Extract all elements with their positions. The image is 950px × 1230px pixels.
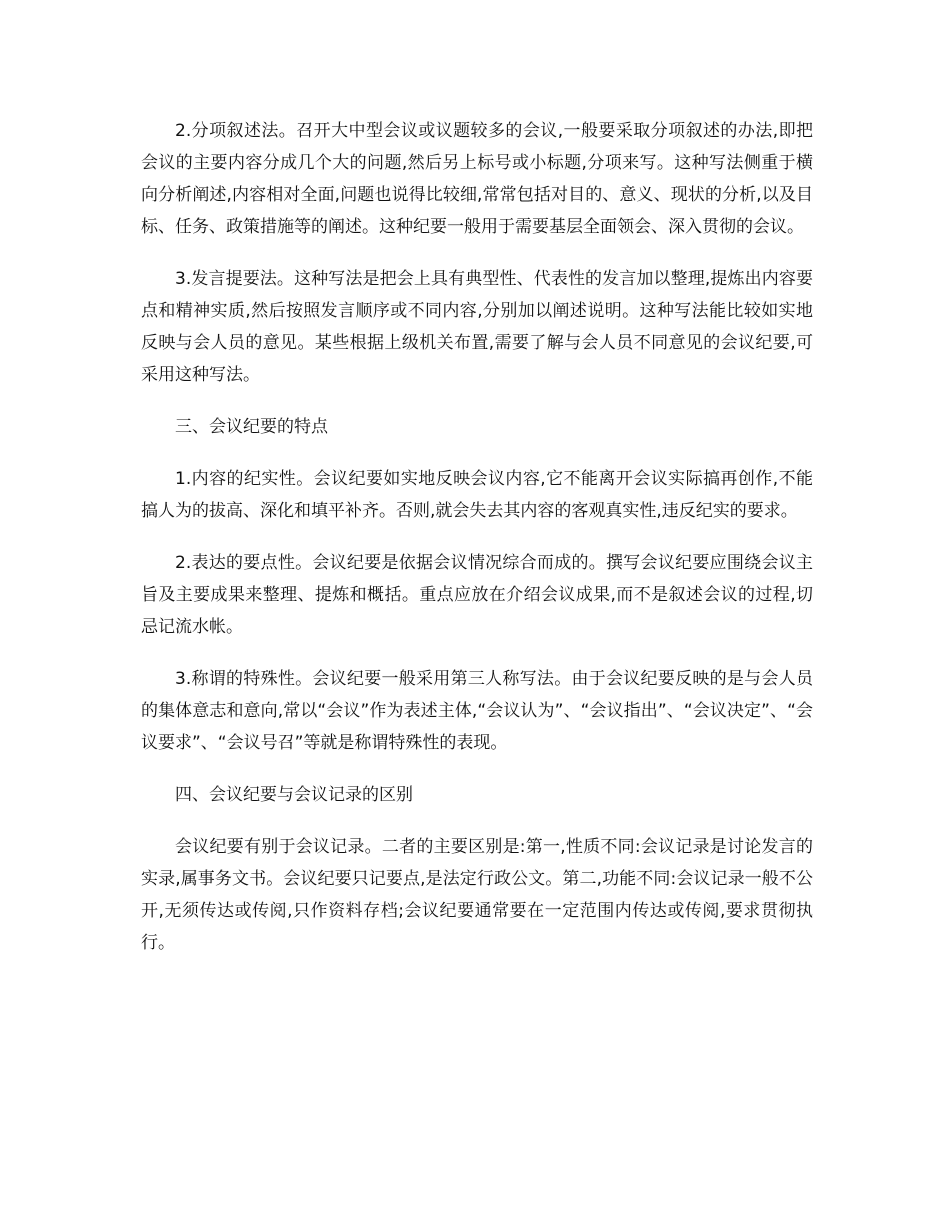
section-heading-differences: 四、会议纪要与会议记录的区别 <box>175 785 413 805</box>
document-body <box>141 115 813 979</box>
paragraph-address-form: 3.称谓的特殊性。会议纪要一般采用第三人称写法。由于会议纪要反映的是与会人员的集体意志和意向,常以“会议”作为表述主体,“会议认为”、“会议指出”、“会议决定”、“会议要求”、“会议号召”等就是称谓特殊性的表现。 <box>141 669 813 753</box>
paragraph-differences: 会议纪要有别于会议记录。二者的主要区别是:第一,性质不同:会议记录是讨论发言的实录,属事务文书。会议纪要只记要点,是法定行政公文。第二,功能不同:会议记录一般不公开,无须传达或传阅,只作资料存档;会议纪要通常要在一定范围内传达或传阅,要求贯彻执行。 <box>141 837 813 953</box>
paragraph-factual-nature: 1.内容的纪实性。会议纪要如实地反映会议内容,它不能离开会议实际搞再创作,不能搞人为的拔高、深化和填平补齐。否则,就会失去其内容的客观真实性,违反纪实的要求。 <box>141 469 813 521</box>
paragraph-key-points-nature: 2.表达的要点性。会议纪要是依据会议情况综合而成的。撰写会议纪要应围绕会议主旨及主要成果来整理、提炼和概括。重点应放在介绍会议成果,而不是叙述会议的过程,切忌记流水帐。 <box>141 553 813 637</box>
paragraph-itemized-method: 2.分项叙述法。召开大中型会议或议题较多的会议,一般要采取分项叙述的办法,即把会议的主要内容分成几个大的问题,然后另上标号或小标题,分项来写。这种写法侧重于横向分析阐述,内容相对全面,问题也说得比较细,常常包括对目的、意义、现状的分析,以及目标、任务、政策措施等的阐述。这种纪要一般用于需要基层全面领会、深入贯彻的会议。 <box>141 121 813 237</box>
section-heading-characteristics: 三、会议纪要的特点 <box>175 417 328 437</box>
paragraph-speech-summary-method: 3.发言提要法。这种写法是把会上具有典型性、代表性的发言加以整理,提炼出内容要点和精神实质,然后按照发言顺序或不同内容,分别加以阐述说明。这种写法能比较如实地反映与会人员的意见。某些根据上级机关布置,需要了解与会人员不同意见的会议纪要,可采用这种写法。 <box>141 269 813 385</box>
